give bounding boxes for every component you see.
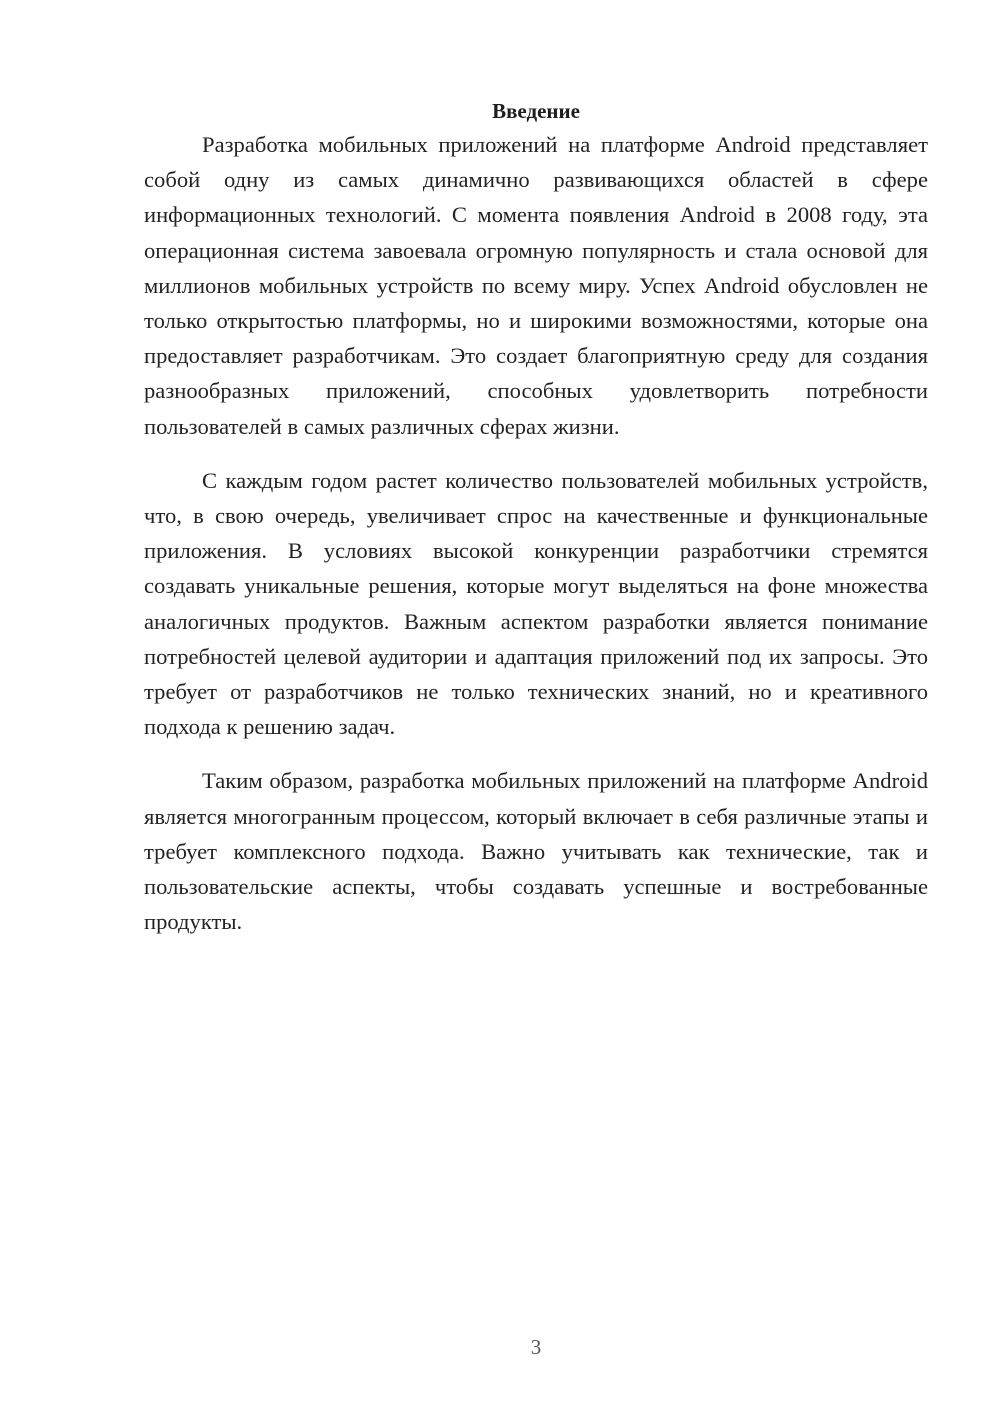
paragraph-1: Разработка мобильных приложений на платформе Android представляет собой одну из самых динамично развивающихся областей в сфере информационных технологий. С момента появления Android в 2008 году, эта операционная система завоевала огромную популярность и стала основой для миллионов мобильных устройств по всему миру. Успех Android обусловлен не только открытостью платформы, но и широкими возможностями, которые она предоставляет разработчикам. Это создает благоприятную среду для создания разнообразных приложений, способных удовлетворить потребности пользователей в самых различных сферах жизни. (144, 132, 928, 439)
page-number: 3 (530, 1335, 542, 1359)
paragraph-2: С каждым годом растет количество пользователей мобильных устройств, что, в свою очередь, увеличивает спрос на качественные и функциональные приложения. В условиях высокой конкуренции разработчики стремятся создавать уникальные решения, которые могут выделяться на фоне множества аналогичных продуктов. Важным аспектом разработки является понимание потребностей целевой аудитории и адаптация приложений под их запросы. Это требует от разработчиков не только технических знаний, но и креативного подхода к решению задач. (144, 467, 928, 740)
paragraph-3: Таким образом, разработка мобильных приложений на платформе Android является многогранным процессом, который включает в себя различные этапы и требует комплексного подхода. Важно учитывать как технические, так и пользовательские аспекты, чтобы создавать успешные и востребованные продукты. (144, 768, 928, 935)
page-content (144, 96, 928, 958)
section-title: Введение (492, 99, 580, 123)
